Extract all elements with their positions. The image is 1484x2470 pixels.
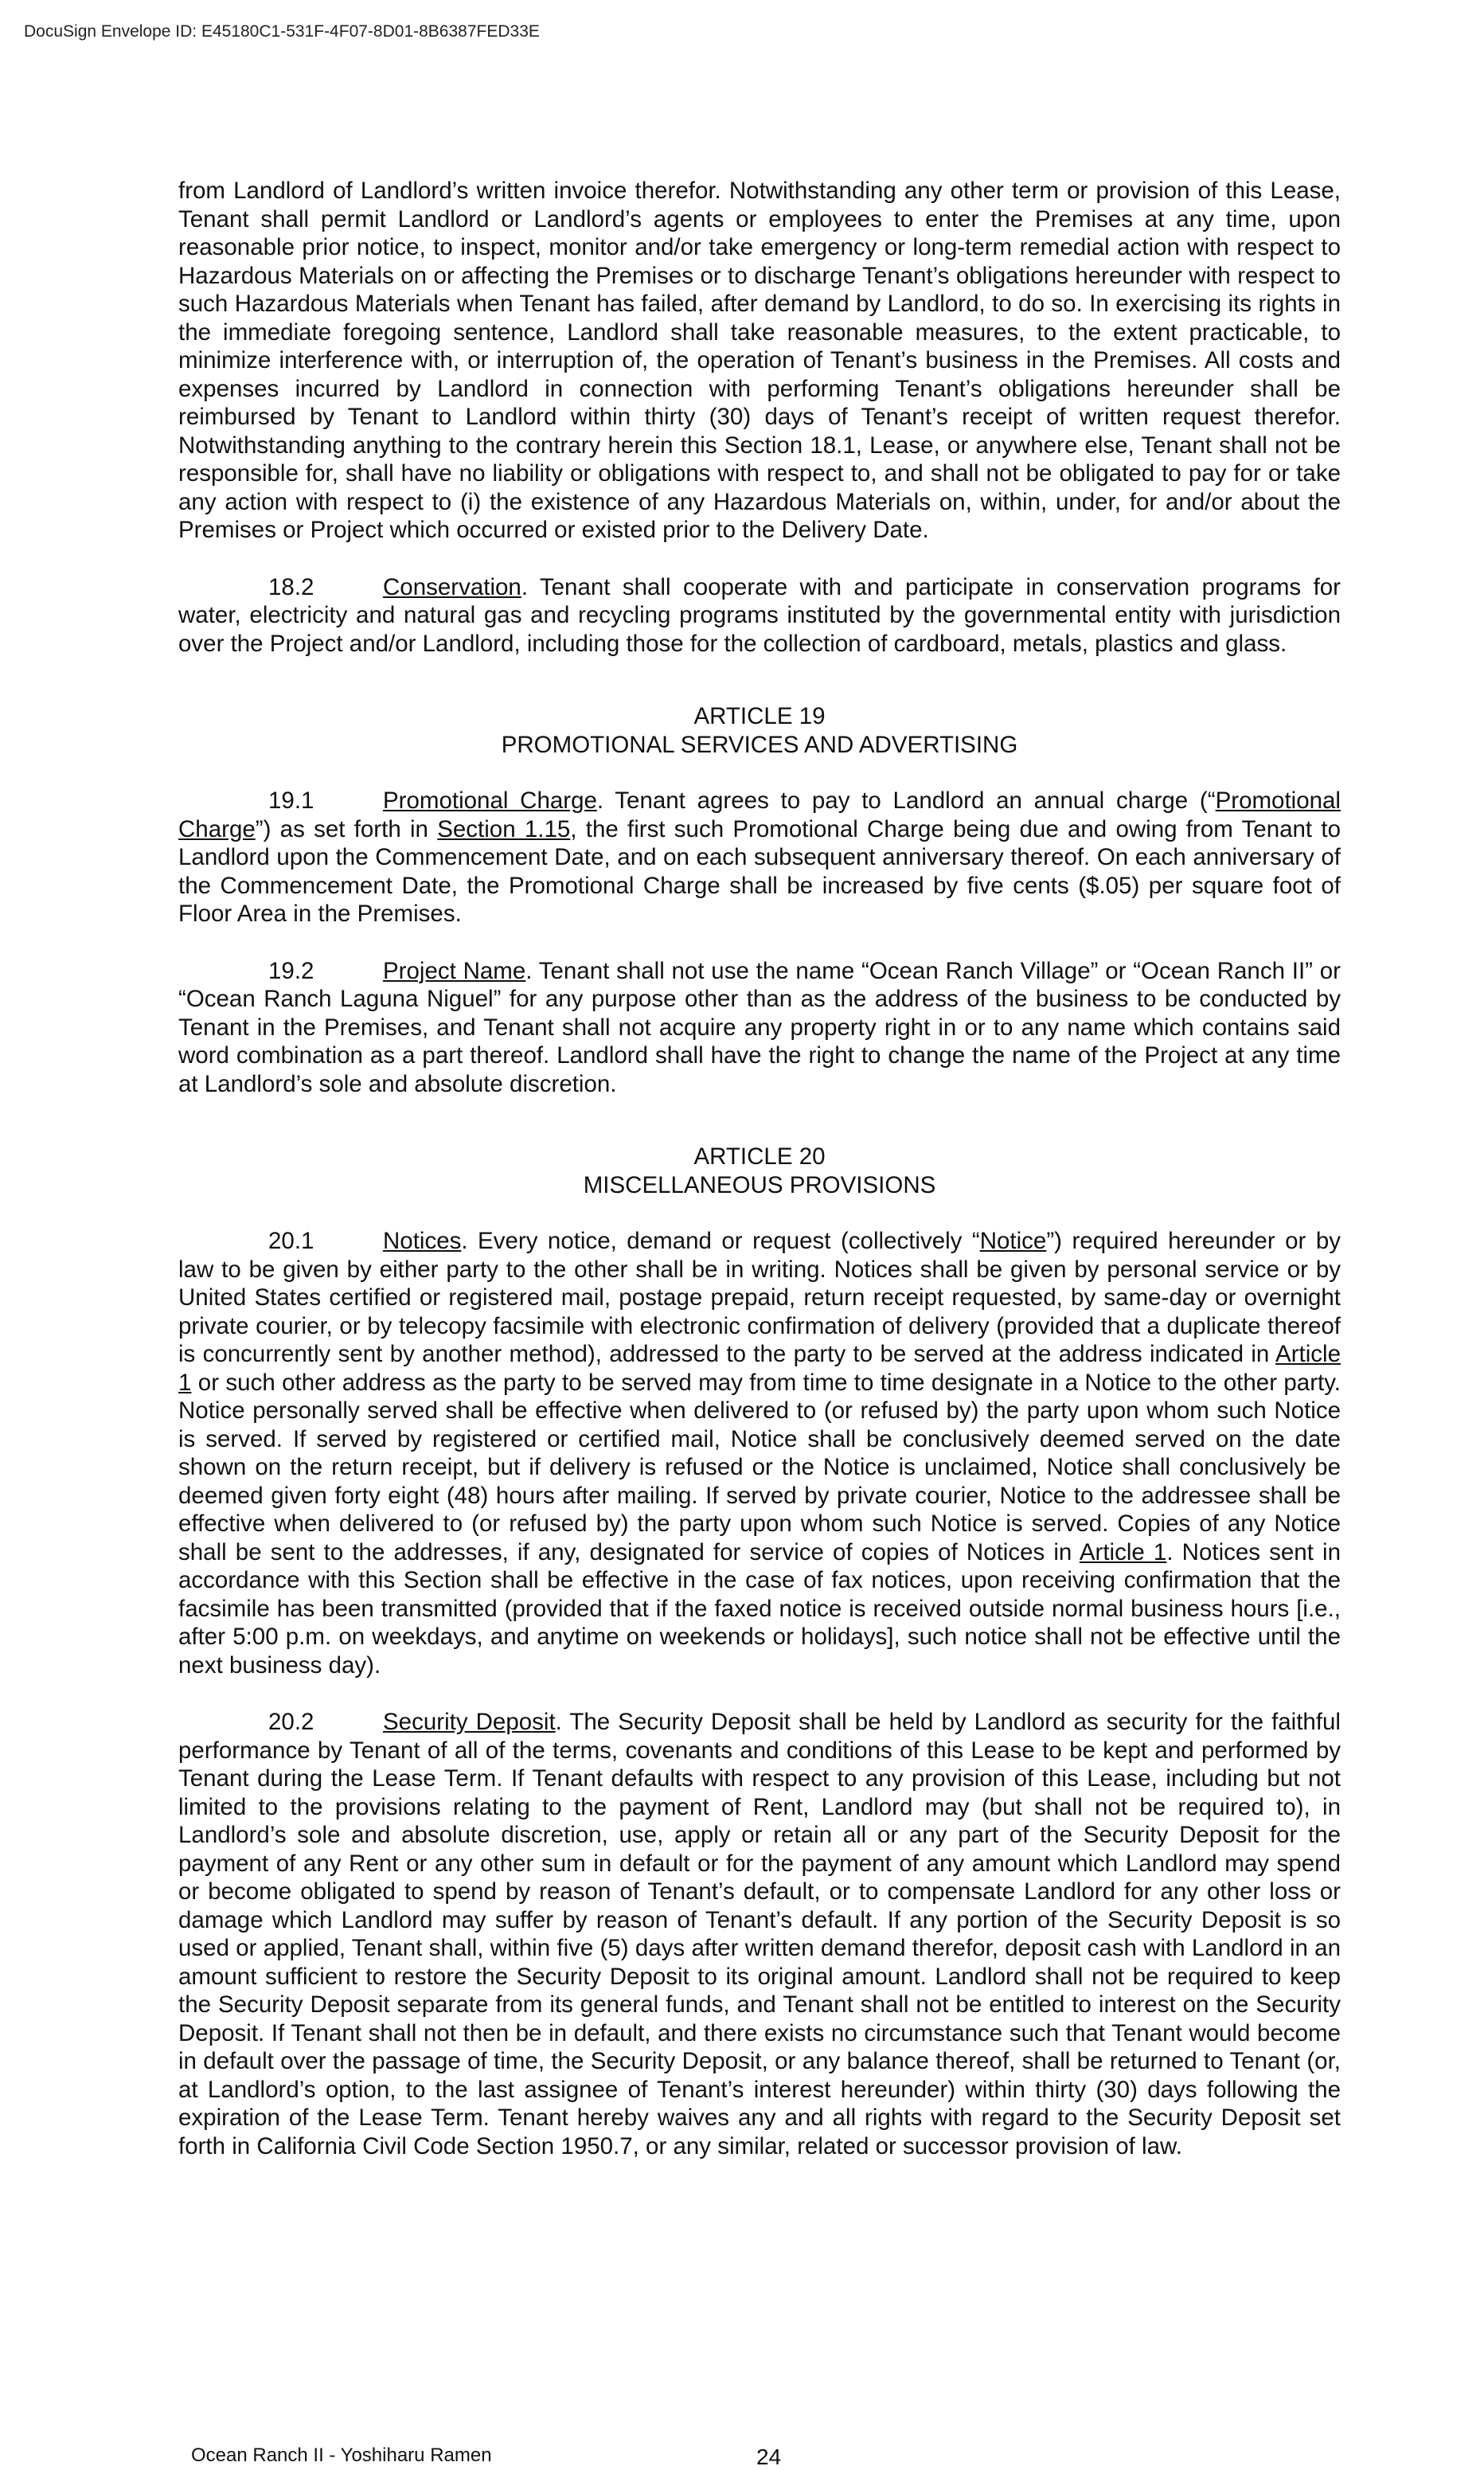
section-text: . Tenant shall not use the name “Ocean Ranch Village” or “Ocean Ranch II” or “Ocean Ranch Laguna Niguel” for any purpose other than as the address of the business to be conducted by Tenant in the Premises, and Tenant shall not acquire any property right in or to any name which contains said word combination as a part thereof. Landlord shall have the right to change the name of the Project at any time at Landlord’s sole and absolute discretion.	[178, 957, 1341, 1097]
section-text: ”) as set forth in	[255, 815, 438, 842]
article-label: ARTICLE 19	[693, 703, 826, 729]
cross-reference: Article 1	[178, 1341, 1341, 1396]
section-18-2	[178, 573, 1341, 659]
section-number: 20.2	[268, 1709, 314, 1735]
article-label: ARTICLE 20	[693, 1143, 826, 1170]
section-title: Conservation	[383, 573, 521, 600]
page-number: 24	[756, 2445, 782, 2469]
section-18-1-continuation: from Landlord of Landlord’s written invoice therefor. Notwithstanding any other term or provision of this Lease, Tenant shall permit Landlord or Landlord’s agents or employees to enter the Premises at any time, upon reasonable prior notice, to inspect, monitor and/or take emergency or long-term remedial action with respect to Hazardous Materials on or affecting the Premises or to discharge Tenant’s obligations hereunder with respect to such Hazardous Materials when Tenant has failed, after demand by Landlord, to do so. In exercising its rights in the immediate foregoing sentence, Landlord shall take reasonable measures, to the extent practicable, to minimize interference with, or interruption of, the operation of Tenant’s business in the Premises. All costs and expenses incurred by Landlord in connection with performing Tenant’s obligations hereunder shall be reimbursed by Tenant to Landlord within thirty (30) days of Tenant’s receipt of written request therefor. Notwithstanding anything to the contrary herein this Section 18.1, Lease, or anywhere else, Tenant shall not be responsible for, shall have no liability or obligations with respect to, and shall not be obligated to pay for or take any action with respect to (i) the existence of any Hazardous Materials on, within, under, for and/or about the Premises or Project which occurred or existed prior to the Delivery Date.	[178, 178, 1341, 543]
section-text: . Tenant shall cooperate with and participate in conservation programs for water, electricity and natural gas and recycling programs instituted by the governmental entity with jurisdiction over the Project and/or Landlord, including those for the collection of cardboard, metals, plastics and glass.	[178, 573, 1341, 657]
defined-term: Promotional Charge	[178, 788, 1341, 842]
section-number: 18.2	[268, 573, 314, 600]
section-text: . The Security Deposit shall be held by Landlord as security for the faithful performance by Tenant of all of the terms, covenants and conditions of this Lease to be kept and performed by Tenant during the Lease Term. If Tenant defaults with respect to any provision of this Lease, including but not limited to the provisions relating to the payment of Rent, Landlord may (but shall not be required to), in Landlord’s sole and absolute discretion, use, apply or retain all or any part of the Security Deposit for the payment of any Rent or any other sum in default or for the payment of any amount which Landlord may spend or become obligated to spend by reason of Tenant’s default, or to compensate Landlord for any other loss or damage which Landlord may suffer by reason of Tenant’s default. If any portion of the Security Deposit is so used or applied, Tenant shall, within five (5) days after written demand therefor, deposit cash with Landlord in an amount sufficient to restore the Security Deposit to its original amount. Landlord shall not be required to keep the Security Deposit separate from its general funds, and Tenant shall not be entitled to interest on the Security Deposit. If Tenant shall not then be in default, and there exists no circumstance such that Tenant would become in default over the passage of time, the Security Deposit, or any balance thereof, shall be returned to Tenant (or, at Landlord’s option, to the last assignee of Tenant’s interest hereunder) within thirty (30) days following the expiration of the Lease Term. Tenant hereby waives any and all rights with regard to the Security Deposit set forth in California Civil Code Section 1950.7, or any similar, related or successor provision of law.	[178, 1709, 1341, 2159]
section-text: . Tenant agrees to pay to Landlord an annual charge (“	[596, 788, 1216, 814]
section-number: 19.1	[268, 788, 314, 814]
section-number: 20.1	[268, 1228, 314, 1254]
section-19-1	[178, 787, 1341, 928]
section-number: 19.2	[268, 957, 314, 984]
defined-term: Notice	[979, 1228, 1047, 1254]
section-title: Notices	[383, 1228, 462, 1254]
section-20-2	[178, 1708, 1341, 2160]
section-19-2	[178, 957, 1341, 1099]
section-text: . Every notice, demand or request (collectively “	[461, 1228, 980, 1254]
cross-reference: Section 1.15	[437, 815, 571, 842]
article-20-heading	[178, 1143, 1341, 1199]
footer-document-name: Ocean Ranch II - Yoshiharu Ramen	[191, 2445, 492, 2466]
section-text: or such other address as the party to be served may from time to time designate in a Notice to the other party. Notice personally served shall be effective when delivered to (or refused by) the party upon whom such Notice is served. If served by registered or certified mail, Notice shall be conclusively deemed served on the date shown on the return receipt, but if delivery is refused or the Notice is unclaimed, Notice shall conclusively be deemed given forty eight (48) hours after mailing. If served by private courier, Notice to the addressee shall be effective when delivered to (or refused by) the party upon whom such Notice is served. Copies of any Notice shall be sent to the addresses, if any, designated for service of copies of Notices in	[178, 1369, 1341, 1565]
document-body	[178, 177, 1341, 2189]
docusign-envelope-id: DocuSign Envelope ID: E45180C1-531F-4F07-8D01-8B6387FED33E	[24, 22, 540, 41]
section-20-1	[178, 1227, 1341, 1679]
section-title: Security Deposit	[383, 1709, 556, 1735]
section-text: , the first such Promotional Charge being due and owing from Tenant to Landlord upon the Commencement Date, and on each subsequent anniversary thereof. On each anniversary of the Commencement Date, the Promotional Charge shall be increased by five cents ($.05) per square foot of Floor Area in the Premises.	[178, 815, 1341, 927]
article-title: PROMOTIONAL SERVICES AND ADVERTISING	[501, 731, 1018, 758]
section-title: Promotional Charge	[383, 788, 597, 814]
article-19-heading	[178, 702, 1341, 759]
cross-reference: Article 1	[1079, 1538, 1167, 1565]
section-text: . Notices sent in accordance with this Section shall be effective in the case of fax notices, upon receiving confirmation that the facsimile has been transmitted (provided that if the faxed notice is received outside normal business hours [i.e., after 5:00 p.m. on weekdays, and anytime on weekends or holidays], such notice shall not be effective until the next business day).	[178, 1538, 1341, 1679]
article-title: MISCELLANEOUS PROVISIONS	[583, 1171, 936, 1198]
section-title: Project Name	[383, 957, 526, 984]
section-text: ”) required hereunder or by law to be given by either party to the other shall be in writing. Notices shall be given by personal service or by United States certified or registered mail, postage prepaid, return receipt requested, by same-day or overnight private courier, or by telecopy facsimile with electronic confirmation of delivery (provided that a duplicate thereof is concurrently sent by another method), addressed to the party to be served at the address indicated in	[178, 1228, 1341, 1367]
